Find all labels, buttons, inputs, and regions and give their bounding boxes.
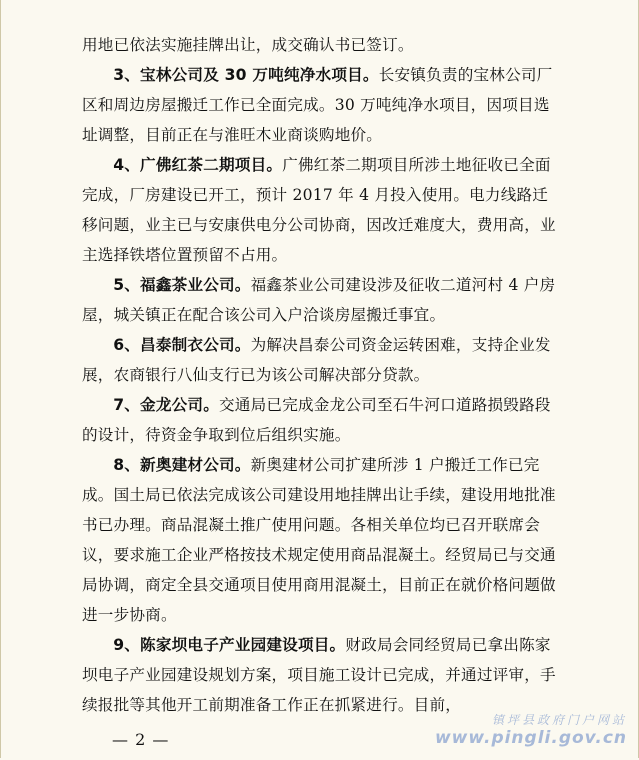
- paragraph-heading: 5、福鑫茶业公司。: [113, 276, 251, 294]
- paragraph-6: [82, 390, 560, 450]
- watermark-site-name: 镇坪县政府门户网站: [491, 713, 627, 727]
- paragraph-text: 交通局已完成金龙公司至石牛河口道路损毁路段的设计，待资金争取到位后组织实施。: [82, 396, 551, 444]
- paragraph-text: 财政局会同经贸局已拿出陈家坝电子产业园建设规划方案，项目施工设计已完成，并通过评审，手续报批等其他开工前期准备工作正在抓紧进行。目前，: [82, 636, 556, 714]
- paragraph-text: 用地已依法实施挂牌出让，成交确认书已签订。: [82, 36, 414, 54]
- paragraph-heading: 7、金龙公司。: [113, 396, 220, 414]
- paragraph-3: [82, 150, 560, 270]
- paragraph-8: [82, 630, 560, 720]
- paragraph-5: [82, 330, 560, 390]
- paragraph-text: 广佛红茶二期项目所涉土地征收已全面完成，厂房建设已开工，预计 2017 年 4 月投入使用。电力线路迁移问题，业主已与安康供电分公司协商，因改迁难度大，费用高，业主选择铁塔位置预留不占用。: [82, 156, 556, 264]
- paragraph-heading: 8、新奥建材公司。: [113, 456, 251, 474]
- paragraph-heading: 3、宝林公司及 30 万吨纯净水项目。: [113, 66, 379, 84]
- site-watermark: [435, 711, 627, 748]
- paragraph-text: 新奥建材公司扩建所涉 1 户搬迁工作已完成。国土局已依法完成该公司建设用地挂牌出让手续，建设用地批准书已办理。商品混凝土推广使用问题。各相关单位均已召开联席会议，要求施工企业严格按技术规定使用商品混凝土。经贸局已与交通局协调，商定全县交通项目使用商用混凝土，目前正在就价格问题做进一步协商。: [82, 456, 556, 624]
- paragraph-text: 福鑫茶业公司建设涉及征收二道河村 4 户房屋，城关镇正在配合该公司入户洽谈房屋搬迁事宜。: [82, 276, 556, 324]
- paragraph-heading: 9、陈家坝电子产业园建设项目。: [113, 636, 346, 654]
- paragraph-heading: 4、广佛红茶二期项目。: [113, 156, 283, 174]
- page-number: — 2 —: [112, 730, 170, 749]
- paragraph-1: [82, 30, 560, 60]
- paragraph-7: [82, 450, 560, 630]
- paragraph-heading: 6、昌泰制衣公司。: [113, 336, 251, 354]
- watermark-url: www.pingli.gov.cn: [434, 728, 627, 748]
- paragraph-text: 长安镇负责的宝林公司厂区和周边房屋搬迁工作已全面完成。30 万吨纯净水项目，因项目选址调整，目前正在与淮旺木业商谈购地价。: [82, 66, 553, 144]
- paragraph-text: 为解决昌泰公司资金运转困难，支持企业发展，农商银行八仙支行已为该公司解决部分贷款。: [82, 336, 551, 384]
- paragraph-2: [82, 60, 560, 150]
- paragraph-4: [82, 270, 560, 330]
- document-body: [82, 30, 560, 720]
